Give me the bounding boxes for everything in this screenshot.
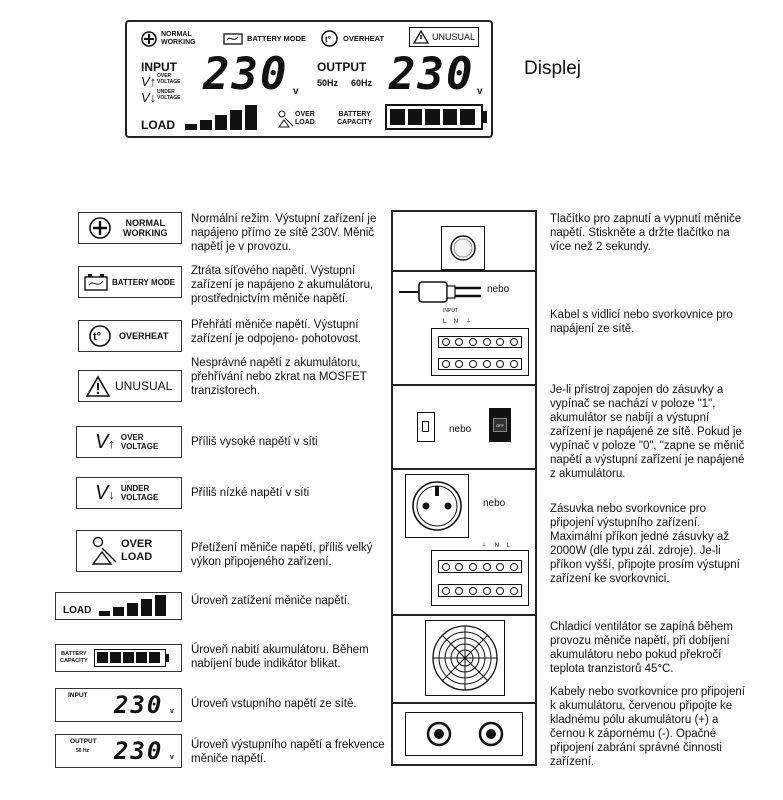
output-voltage-value: 230 [389,49,475,100]
rocker-switch[interactable] [417,412,435,442]
icon-unusual: UNUSUAL [78,370,182,402]
output-terminal-block [431,550,529,606]
lcd-normal-working: NORMAL WORKING [141,30,157,48]
battery-gauge [94,649,166,667]
power-button-icon[interactable] [449,234,477,262]
hardware-column: nebo INPUT L N ⏚ nebo OFF nebo ⏚ N L [391,210,537,766]
battery-mode-desc: Ztráta síťového napětí. Výstupní zařízení je napájeno z akumulátoru, prostřednictvím měniče napětí. [191,265,374,305]
over-voltage-symbol: V↑ [141,74,157,89]
cooling-fan-frame [425,620,505,696]
battery-plug-icon [84,273,108,291]
normal-working-desc: Normální režim. Výstupní zařízení je napájeno přímo ze sítě 230V. Měnič napětí je v provozu. [191,213,377,253]
overload-icon [277,110,295,128]
icon-over-voltage: V↑ OVER VOLTAGE [76,426,182,458]
mains-input-desc: Kabel s vidlicí nebo svorkovnice pro napájení ze sítě. [550,309,733,335]
battery-terminals-frame [405,712,523,756]
lcd-overheat: t° OVERHEAT [321,30,338,52]
overload-desc: Přetížení měniče napětí, příliš velký výkon připojeného zařízení. [191,542,373,568]
warning-icon [86,375,110,397]
load-desc: Úroveň zatížení měniče napětí. [191,595,351,607]
lcd-battery-mode: BATTERY MODE [223,31,243,50]
plus-icon [141,31,157,47]
power-button-desc: Tlačítko pro zapnutí a vypnutí měniče napětí. Stiskněte a držte tlačítko na více než 2 sekundy. [550,213,742,253]
icon-overload: OVER LOAD [76,530,182,572]
output-voltage-desc: Úroveň výstupního napětí a frekvence měniče napětí. [191,739,385,765]
switch-desc: Je-li přístroj zapojen do zásuvky a vypínač se nachází v poloze "1", akumulátor se nabíjí a výstupní zařízení je napájené ze sítě. Pokud je vypínač v poloze "0", "zapne se měnič napětí a výstupní zařízení je napájené z akumulátoru. [550,384,745,480]
toggle-switch[interactable]: OFF [489,408,511,442]
over-voltage-desc: Příliš vysoké napětí v síti [191,436,318,448]
overload-icon [91,536,119,566]
socket-icon [411,480,463,532]
fan-icon [430,623,500,693]
thermometer-icon [89,325,111,347]
icon-normal-working: NORMAL WORKING [78,212,182,244]
display-title: Displej [524,58,582,79]
lcd-display: NORMAL WORKING BATTERY MODE t° OVERHEAT UNUSUAL INPUT V↑ OVER VOLTAGE V↓ UNDER VOLTAGE 230 v OUTPUT 50Hz 60Hz 230 v LOAD OVER LOAD BATTERY CAPACITY [125,20,493,138]
positive-terminal-icon [426,721,452,747]
input-voltage-desc: Úroveň vstupního napětí ze sítě. [191,698,357,710]
battery-cable-desc: Kabely nebo svorkovnice pro připojení k akumulátoru, červenou připojte ke kladnému pólu akumulátoru (+) a černou k zápornému (-). Opačné připojení zabrání správné činnosti zařízení. [550,686,745,768]
svg-text:t°: t° [325,35,331,44]
svg-text:t°: t° [93,331,102,343]
icon-load-level: LOAD [55,592,182,620]
battery-plug-icon [223,31,243,45]
power-button-frame [441,226,485,270]
switch-nebo: nebo [449,424,472,435]
negative-terminal-icon [478,721,504,747]
icon-overheat: t° OVERHEAT [78,320,182,352]
icon-battery-capacity: BATTERY CAPACITY [55,644,182,672]
lcd-unusual: UNUSUAL [409,27,479,47]
output-socket-desc: Zásuvka nebo svorkovnice pro připojení výstupního zařízení. Maximální příkon jedné zásuvky až 2000W (dle typu zál. zdroje). Je-li příkon vyšší, připojte prosím výstupní zařízení ke svorkovnici. [550,503,740,585]
icon-battery-mode: BATTERY MODE [78,266,182,298]
overheat-desc: Přehřátí měniče napětí. Výstupní zařízení je odpojeno- pohotovost. [191,319,362,345]
socket-nebo: nebo [483,498,506,509]
under-voltage-symbol: V↓ [141,90,157,105]
warning-icon [413,30,429,44]
icon-under-voltage: V↓ UNDER VOLTAGE [76,477,182,509]
fan-desc: Chladicí ventilátor se zapíná během provozu měniče napětí, při dobíjení akumulátoru nebo pokud překročí teplota tranzistorů 45°C. [550,621,733,675]
thermometer-icon [321,30,338,47]
battery-capacity-desc: Úroveň nabití akumulátoru. Během nabíjení bude indikátor blikat. [191,644,369,670]
plug-nebo: nebo [487,284,510,295]
input-terminal-block [431,328,529,376]
icon-input-voltage: INPUT 230 v [55,688,182,722]
icon-output-voltage: OUTPUT 50 Hz 230 v [55,734,182,768]
output-socket-frame [405,474,469,538]
battery-capacity-gauge [385,104,483,130]
unusual-desc: Nesprávné napětí z akumulátoru, přehřívání nebo zkrat na MOSFET tranzistorech. [191,357,367,397]
mains-plug-icon [399,276,487,308]
plus-icon [89,217,111,239]
under-voltage-desc: Příliš nízké napětí v síti [191,487,310,499]
input-voltage-value: 230 [203,49,289,100]
load-level-bars [185,102,260,130]
